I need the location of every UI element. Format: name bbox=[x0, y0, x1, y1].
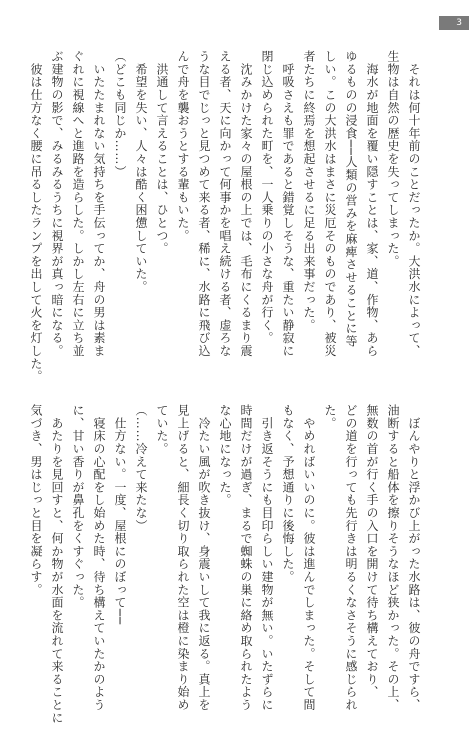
text-line: ぐれに視線へと進路を造らした。しかし左右に立ち並 bbox=[71, 50, 85, 358]
text-line: に、甘い香りが鼻孔をくすぐった。 bbox=[71, 404, 85, 609]
text-line: ぶ建物の影で、みるみるうちに視界が真っ暗になる。 bbox=[50, 50, 64, 358]
text-line: 見上げると、細長く切り取られた空は橙に染まり始め bbox=[176, 404, 190, 712]
text-line: うな目でじっと見つめて来る者、稀に、水路に飛び込 bbox=[197, 50, 211, 358]
page-number-badge: 3 bbox=[439, 16, 469, 30]
text-line: 油断すると船体を擦りそうなほど狭かった。その上、 bbox=[386, 404, 400, 712]
text-line: 閉じ込められた町を、一人乗りの小さな舟が行く。 bbox=[260, 50, 274, 345]
text-line: どの道を行っても先行きは明るくなさそうに感じられ bbox=[344, 404, 358, 712]
text-line: ぼんやりと浮かび上がった水路は、彼の舟ですら、 bbox=[407, 404, 421, 712]
text-line: んで舟を襲おうとする輩もいた。 bbox=[176, 50, 190, 242]
text-line: 仕方ない。一度、屋根にのぼって── bbox=[113, 404, 127, 625]
text-line: あたりを見回すと、何か物が水面を流れて来ることに bbox=[50, 404, 64, 724]
text-line: やめればいいのに。彼は進んでしまった。そして間 bbox=[302, 404, 316, 712]
text-line: いたたまれない気持ちを手伝ってか、舟の男は素ま bbox=[92, 50, 106, 358]
text-line: 海水が地面を覆い隠すことは、家、道、作物、あら bbox=[365, 50, 379, 358]
text-line: ゆるものの浸食──人類の営みを麻痺させることに等 bbox=[344, 50, 358, 348]
text-line: 寝床の心配をし始めた時、待ち構えていたかのよう bbox=[92, 404, 106, 712]
text-line: 無数の首が行く手の入口を開けて待ち構えており、 bbox=[365, 404, 379, 699]
lower-text-block bbox=[29, 404, 424, 724]
text-line: 冷たい風が吹き抜け、身震いして我に返る。真上を bbox=[197, 404, 211, 712]
text-line: 者たちに終焉を想起させるに足る出来事だった。 bbox=[302, 50, 316, 332]
text-line: 引き返そうにも目印らしい建物が無い。いたずらに bbox=[260, 404, 274, 712]
text-line: 彼は仕方なく腰に吊るしたランプを出して火を灯した。 bbox=[29, 50, 43, 383]
text-line: 気づき、男はじっと目を凝らす。 bbox=[29, 404, 43, 596]
text-line: 沈みかけた家々の屋根の上では、毛布にくるまり震 bbox=[239, 50, 253, 358]
text-line: もなく、予想通りに後悔した。 bbox=[281, 404, 295, 584]
text-line: 時間だけが過ぎ、まるで蜘蛛の巣に絡め取られたよう bbox=[239, 404, 253, 712]
text-line: 洪通して言えることは、ひとつ。 bbox=[155, 50, 169, 255]
text-line: た。 bbox=[323, 404, 337, 430]
upper-text-block bbox=[29, 50, 424, 383]
text-line: しい。この大洪水はまさに災厄そのものであり、被災 bbox=[323, 50, 337, 358]
text-line: 生物は自然の歴史を失ってしまった。 bbox=[386, 50, 400, 268]
text-line: （どこも同じか……） bbox=[113, 50, 127, 178]
text-line: ていた。 bbox=[155, 404, 169, 456]
text-line: な心地になった。 bbox=[218, 404, 232, 507]
text-line: それは何十年前のことだったか。大洪水によって、 bbox=[407, 50, 421, 358]
text-line: 呼吸さえも罪であると錯覚しそうな、重たい静寂に bbox=[281, 50, 295, 358]
text-line: える者、天に向かって何事かを唱え続ける者、虚ろな bbox=[218, 50, 232, 358]
text-line: 希望を失い、人々は酷く困憊していた。 bbox=[134, 50, 148, 294]
text-line: （……冷えて来たな） bbox=[134, 404, 148, 532]
